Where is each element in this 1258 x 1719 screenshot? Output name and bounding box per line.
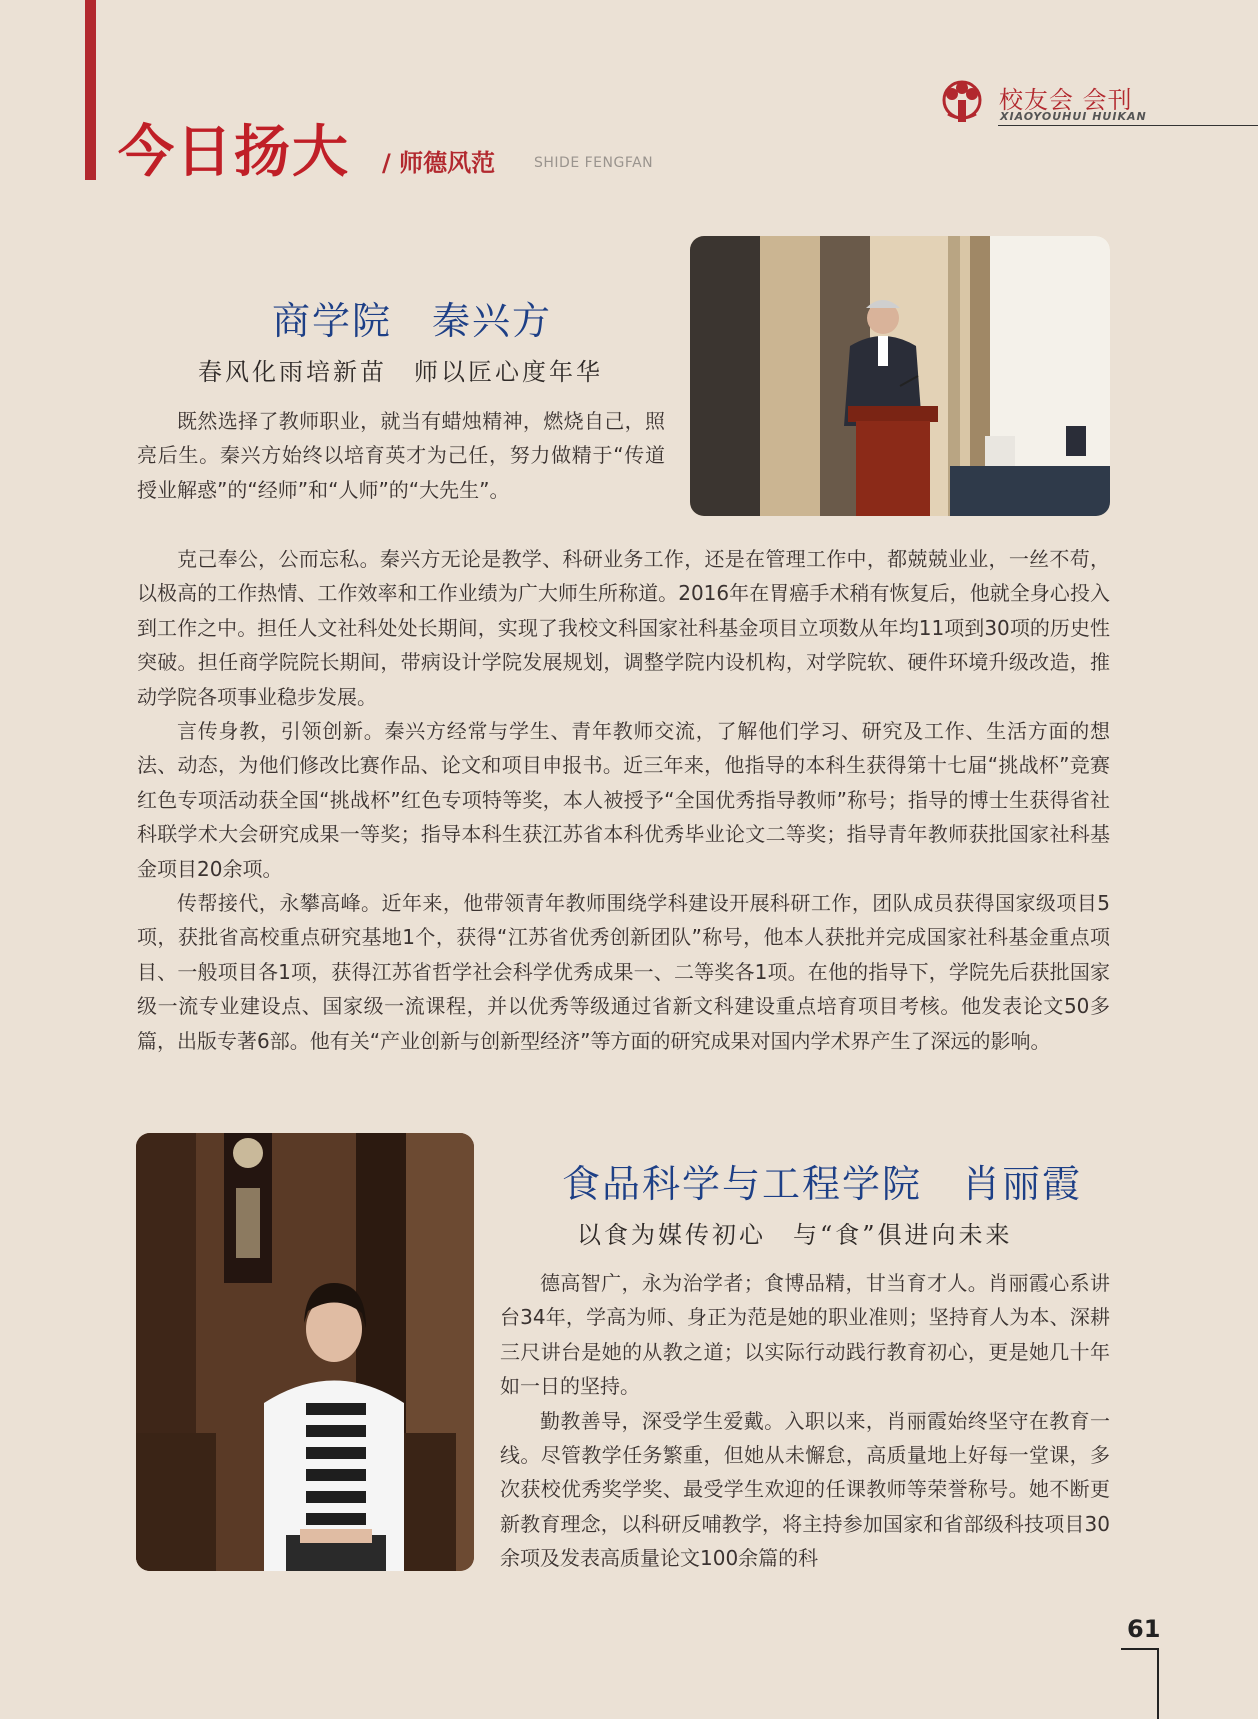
column-title-en: SHIDE FENGFAN <box>534 155 654 171</box>
profile2-motto: 以食为媒传初心 与“食”俱进向未来 <box>577 1221 1013 1249</box>
profile1-intro <box>137 404 665 507</box>
alumni-logo-icon <box>938 78 986 126</box>
magazine-name: 校友会 会刊 <box>999 86 1133 114</box>
column-title: / 师德风范 <box>382 149 496 177</box>
profile2-title: 食品科学与工程学院 肖丽霞 <box>562 1162 1083 1206</box>
profile1-paragraph: 言传身教，引领创新。秦兴方经常与学生、青年教师交流，了解他们学习、研究及工作、生活方面的想法、动态，为他们修改比赛作品、论文和项目申报书。近三年来，他指导的本科生获得第十七届“挑战杯”竞赛红色专项活动获全国“挑战杯”红色专项特等奖，本人被授予“全国优秀指导教师”称号；指导的博士生获得省社科联学术大会研究成果一等奖；指导本科生获江苏省本科优秀毕业论文二等奖；指导青年教师获批国家社科基金项目20余项。 <box>137 719 1110 881</box>
header-rule <box>998 125 1258 126</box>
profile1-intro-paragraph: 既然选择了教师职业，就当有蜡烛精神，燃烧自己，照亮后生。秦兴方始终以培育英才为己任，努力做精于“传道授业解惑”的“经师”和“人师”的“大先生”。 <box>137 409 665 502</box>
profile1-paragraph: 传帮接代，永攀高峰。近年来，他带领青年教师围绕学科建设开展科研工作，团队成员获得国家级项目5项，获批省高校重点研究基地1个，获得“江苏省优秀创新团队”称号，他本人获批并完成国家社科基金重点项目、一般项目各1项，获得江苏省哲学社会科学优秀成果一、二等奖各1项。在他的指导下，学院先后获批国家级一流专业建设点、国家级一流课程，并以优秀等级通过省新文科建设重点培育项目考核。他发表论文50多篇，出版专著6部。他有关“产业创新与创新型经济”等方面的研究成果对国内学术界产生了深远的影响。 <box>137 891 1110 1053</box>
profile2-paragraph: 德高智广，永为治学者；食博品精，甘当育才人。肖丽霞心系讲台34年，学高为师、身正为范是她的职业准则；坚持育人为本、深耕三尺讲台是她的从教之道；以实际行动践行教育初心，更是她几十年如一日的坚持。 <box>500 1271 1110 1399</box>
profile1-title: 商学院 秦兴方 <box>272 299 553 343</box>
photo-seated-teacher <box>136 1133 474 1571</box>
profile2-body <box>500 1266 1110 1576</box>
photo-speaker-at-podium <box>690 236 1110 516</box>
magazine-name-en: XIAOYOUHUI HUIKAN <box>1000 110 1147 123</box>
profile1-motto: 春风化雨培新苗 师以匠心度年华 <box>198 358 603 386</box>
section-accent-bar <box>85 0 96 180</box>
page-number-rule-vertical <box>1157 1648 1159 1719</box>
profile1-paragraph: 克己奉公，公而忘私。秦兴方无论是教学、科研业务工作，还是在管理工作中，都兢兢业业，一丝不苟，以极高的工作热情、工作效率和工作业绩为广大师生所称道。2016年在胃癌手术稍有恢复后，他就全身心投入到工作之中。担任人文社科处处长期间，实现了我校文科国家社科基金项目立项数从年均11项到30项的历史性突破。担任商学院院长期间，带病设计学院发展规划，调整学院内设机构，对学院软、硬件环境升级改造，推动学院各项事业稳步发展。 <box>137 547 1110 709</box>
profile2-paragraph: 勤教善导，深受学生爱戴。入职以来，肖丽霞始终坚守在教育一线。尽管教学任务繁重，但她从未懈怠，高质量地上好每一堂课，多次获校优秀奖学奖、最受学生欢迎的任课教师等荣誉称号。她不断更新教育理念，以科研反哺教学，将主持参加国家和省部级科技项目30余项及发表高质量论文100余篇的科 <box>500 1408 1110 1571</box>
page-number-rule <box>1121 1648 1159 1650</box>
section-title: 今日扬大 <box>118 120 350 185</box>
profile1-body <box>137 542 1110 1058</box>
page-number: 61 <box>1127 1615 1161 1643</box>
